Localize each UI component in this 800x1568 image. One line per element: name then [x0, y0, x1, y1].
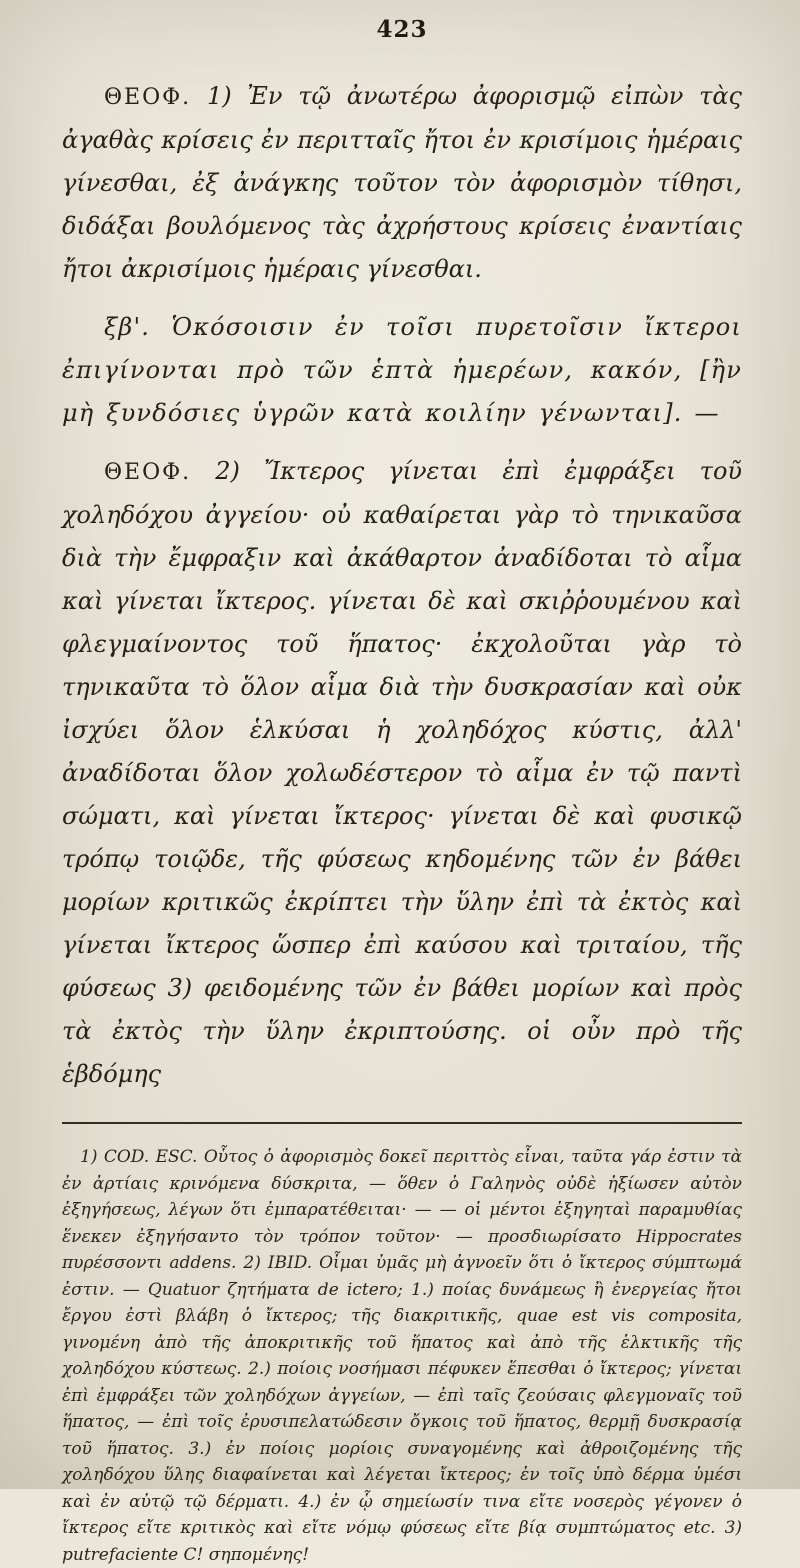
aphorism-paragraph: [62, 306, 742, 435]
footnote-3: 3) putrefaciente C! σηπομένης!: [62, 1518, 743, 1565]
footnote-1: 1) COD. ESC. Οὗτος ὁ ἀφορισμὸς δοκεῖ περιττὸς εἶναι, ταῦτα γάρ ἐστιν τὰ ἐν ἀρτίαις κρινόμενα δύσκριτα, — ὅθεν ὁ Γαληνὸς οὐδὲ ἠξίωσεν αὐτὸν ἐξηγήσεως, λέγων ὅτι ἐμπαρατέθειται· — — οἱ μέντοι ἐξηγηταὶ παραμυθίας ἕνεκεν ἐξηγήσαντο τὸν τρόπον τοῦτον· — προσδιωρίσατο Hippocrates πυρέσσοντι addens.: [62, 1147, 742, 1273]
main-text: [62, 75, 742, 1096]
footnotes-block: [62, 1144, 742, 1568]
footnote-2: 2) IBID. Οἶμαι ὑμᾶς μὴ ἀγνοεῖν ὅτι ὁ ἴκτερος σύμπτωμά ἐστιν. — Quatuor ζητήματα de ictero; 1.) ποίας δυνάμεως ἢ ἐνεργείας ἤτοι ἔργου ἐστὶ βλάβη ὁ ἴκτερος; τῆς διακριτικῆς, quae est vis composita, γινομένη ἀπὸ τῆς ἀποκριτικῆς τοῦ ἥπατος καὶ ἀπὸ τῆς ἑλκτικῆς τῆς χοληδόχου κύστεως. 2.) ποίοις νοσήμασι πέφυκεν ἕπεσθαι ὁ ἴκτερος; γίνεται ἐπὶ ἐμφράξει τῶν χοληδόχων ἀγγείων, — ἐπὶ ταῖς ζεούσαις φλεγμοναῖς τοῦ ἥπατος, — ἐπὶ τοῖς ἐρυσιπελατώδεσιν ὄγκοις τοῦ ἥπατος, θερμῇ δυσκρασίᾳ τοῦ ἥπατος. 3.) ἐν ποίοις μορίοις συναγομένης καὶ ἀθροιζομένης τῆς χοληδόχου ὕλης διαφαίνεται καὶ λέγεται ἴκτερος; ἐν τοῖς ὑπὸ δέρμα ὑμέσι καὶ ἐν αὐτῷ τῷ δέρματι. 4.) ἐν ᾧ σημείωσίν τινα εἴτε νοσερὸς γέγονεν ὁ ἴκτερος εἴτε κριτικὸς καὶ εἴτε νόμῳ φύσεως εἴτε βίᾳ συμπτώματος etc.: [62, 1253, 743, 1538]
commentary-paragraph-1-text: 1) Ἐν τῷ ἀνωτέρω ἀφορισμῷ εἰπὼν τὰς ἀγαθὰς κρίσεις ἐν περιτταῖς ἤτοι ἐν κρισίμοις ἡμέραις γίνεσθαι, ἐξ ἀνάγκης τοῦτον τὸν ἀφορισμὸν τίθησι, διδάξαι βουλόμενος τὰς ἀχρήστους κρίσεις ἐναντίαις ἤτοι ἀκρισίμοις ἡμέραις γίνεσθαι.: [62, 82, 742, 283]
page-number: 423: [376, 16, 428, 43]
commentary-paragraph-1: [62, 75, 742, 291]
commentary-paragraph-2: [62, 450, 742, 1096]
commentary-paragraph-2-text: 2) Ἴκτερος γίνεται ἐπὶ ἐμφράξει τοῦ χοληδόχου ἀγγείου· οὐ καθαίρεται γὰρ τὸ τηνικαῦσα διὰ τὴν ἔμφραξιν καὶ ἀκάθαρτον ἀναδίδοται τὸ αἷμα καὶ γίνεται ἴκτερος. γίνεται δὲ καὶ σκιῤῥουμένου καὶ φλεγμαίνοντος τοῦ ἥπατος· ἐκχολοῦται γὰρ τὸ τηνικαῦτα τὸ ὅλον αἷμα διὰ τὴν δυσκρασίαν καὶ οὐκ ἰσχύει ὅλον ἑλκύσαι ἡ χοληδόχος κύστις, ἀλλ' ἀναδίδοται ὅλον χολωδέστερον τὸ αἷμα ἐν τῷ παντὶ σώματι, καὶ γίνεται ἴκτερος· γίνεται δὲ καὶ φυσικῷ τρόπῳ τοιῷδε, τῆς φύσεως κηδομένης τῶν ἐν βάθει μορίων κριτικῶς ἐκρίπτει τὴν ὕλην ἐπὶ τὰ ἐκτὸς καὶ γίνεται ἴκτερος ὥσπερ ἐπὶ καύσου καὶ τριταίου, τῆς φύσεως 3) φειδομένης τῶν ἐν βάθει μορίων καὶ πρὸς τὰ ἐκτὸς τὴν ὕλην ἐκριπτούσης. οἱ οὖν πρὸ τῆς ἑβδόμης: [62, 457, 742, 1088]
page-header: [62, 16, 742, 43]
aphorism-text: ξβ'. Ὁκόσοισιν ἐν τοῖσι πυρετοῖσιν ἴκτεροι ἐπιγίνονται πρὸ τῶν ἑπτὰ ἡμερέων, κακόν, [ἢν μὴ ξυνδόσιες ὑγρῶν κατὰ κοιλίην γένωνται]. —: [62, 313, 742, 427]
speaker-label-theoph: ΘΕΟΦ.: [104, 460, 192, 485]
footnote-separator-rule: [62, 1122, 742, 1124]
footnotes-section: [62, 1144, 742, 1568]
speaker-label-theoph: ΘΕΟΦ.: [104, 85, 192, 110]
